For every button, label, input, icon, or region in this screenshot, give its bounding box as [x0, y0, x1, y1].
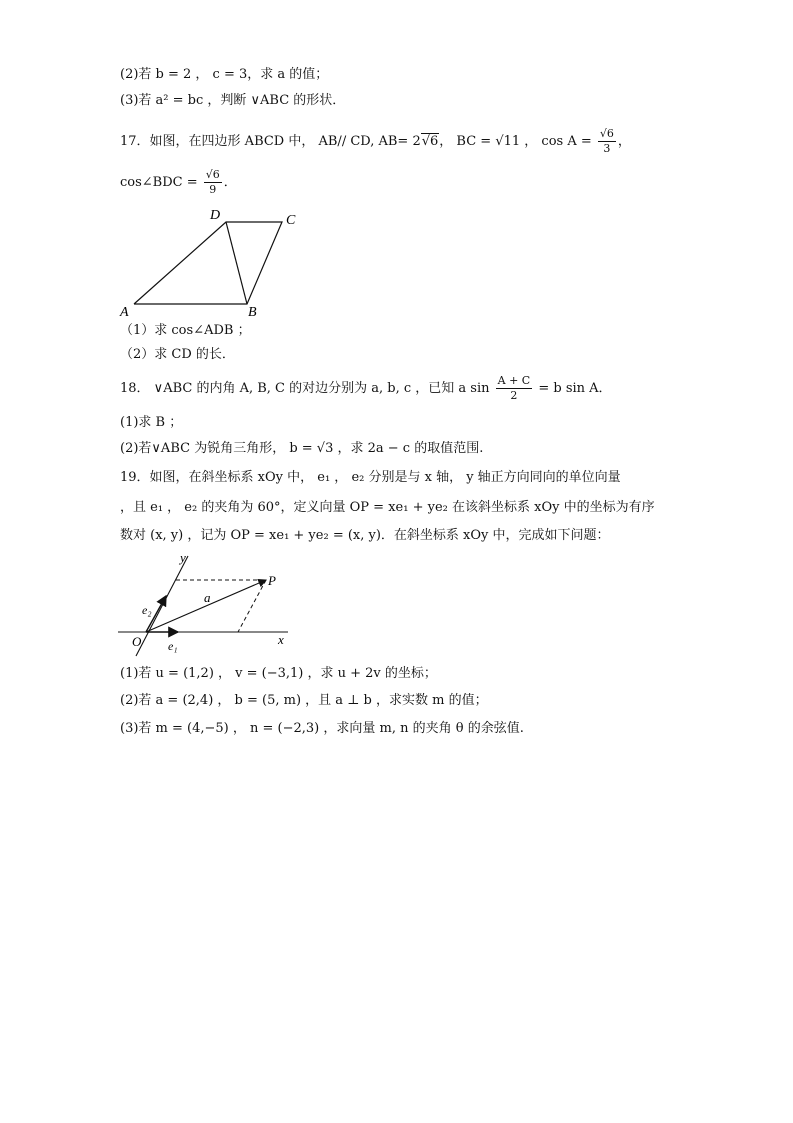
- q19-line1: 19．如图，在斜坐标系 xOy 中， e₁ ， e₂ 分别是与 x 轴， y 轴正方向同向的单位向量: [120, 470, 621, 485]
- q18-part2: (2)若∨ABC 为锐角三角形， b = √3 ，求 2a − c 的取值范围.: [120, 441, 484, 456]
- q17-cos-label: cos∠BDC =: [120, 175, 198, 190]
- q18-frac-den: 2: [510, 389, 518, 402]
- label-e1: e₁: [168, 639, 178, 653]
- q17-frac-cosA-num: √6: [599, 127, 614, 140]
- q17-stem-d: ，: [617, 134, 631, 149]
- label-d: D: [210, 208, 221, 223]
- q17-frac-cosBDC-den: 9: [209, 183, 217, 196]
- label-a: A: [120, 305, 129, 320]
- q19-figure: [110, 550, 300, 660]
- q18-stem: [120, 372, 612, 406]
- q18-part1: (1)求 B ；: [120, 415, 183, 430]
- quadrilateral-abcd: [134, 222, 282, 304]
- label-o: O: [132, 634, 142, 649]
- label-p: P: [268, 573, 276, 588]
- q19-line2: ，且 e₁ ， e₂ 的夹角为 60°，定义向量 OP = xe₁ + ye₂ 在该斜坐标系 xOy 中的坐标为有序: [120, 500, 655, 515]
- label-y: y: [180, 550, 186, 565]
- q16-part3: (3)若 a² = bc ，判断 ∨ABC 的形状．: [120, 93, 346, 108]
- q16-part2: (2)若 b = 2 ， c = 3，求 a 的值；: [120, 67, 329, 82]
- label-x: x: [278, 632, 284, 647]
- q18-stem-a: 18． ∨ABC 的内角 A, B, C 的对边分别为 a, b, c ，已知 a sin: [120, 381, 490, 396]
- q17-stem: [120, 127, 631, 156]
- q19-line3: 数对 (x, y) ，记为 OP = xe₁ + ye₂ = (x, y)．在斜坐标系 xOy 中，完成如下问题：: [120, 528, 610, 543]
- q17-stem-b: √6: [421, 134, 439, 149]
- q17-frac-cosBDC-num: √6: [205, 168, 220, 181]
- q18-frac-num: A + C: [497, 374, 531, 387]
- q18-frac: [496, 374, 533, 403]
- q17-stem-a: 17．如图，在四边形 ABCD 中， AB// CD, AB= 2: [120, 134, 421, 149]
- dashed-parallel-y: [238, 580, 266, 632]
- diagonal-bd: [226, 222, 247, 304]
- q17-frac-cosA: [598, 127, 616, 156]
- q17-part1: （1）求 cos∠ADB ；: [120, 323, 251, 338]
- label-c: C: [286, 213, 296, 228]
- q17-frac-cosA-den: 3: [603, 142, 611, 155]
- vector-a: [146, 580, 266, 632]
- q17-cos-end: ．: [223, 175, 237, 190]
- q17-frac-cosBDC: [204, 168, 222, 197]
- q17-cos-bdc: [120, 168, 237, 197]
- q19-part2: (2)若 a = (2,4) ， b = (5, m) ，且 a ⊥ b ，求实数 m 的值；: [120, 693, 488, 708]
- q17-figure: [110, 200, 310, 320]
- q18-stem-b: = b sin A．: [538, 381, 612, 396]
- q19-part3: (3)若 m = (4,−5) ， n = (−2,3) ，求向量 m, n 的夹角 θ 的余弦值.: [120, 721, 524, 736]
- label-a-vec: a: [204, 590, 211, 605]
- q19-part1: (1)若 u = (1,2) ， v = (−3,1) ，求 u + 2v 的坐标；: [120, 666, 437, 681]
- label-b: B: [248, 305, 257, 320]
- q17-part2: （2）求 CD 的长．: [120, 347, 235, 362]
- q17-stem-c: ， BC = √11 ， cos A =: [439, 134, 592, 149]
- label-e2: e₂: [142, 603, 152, 617]
